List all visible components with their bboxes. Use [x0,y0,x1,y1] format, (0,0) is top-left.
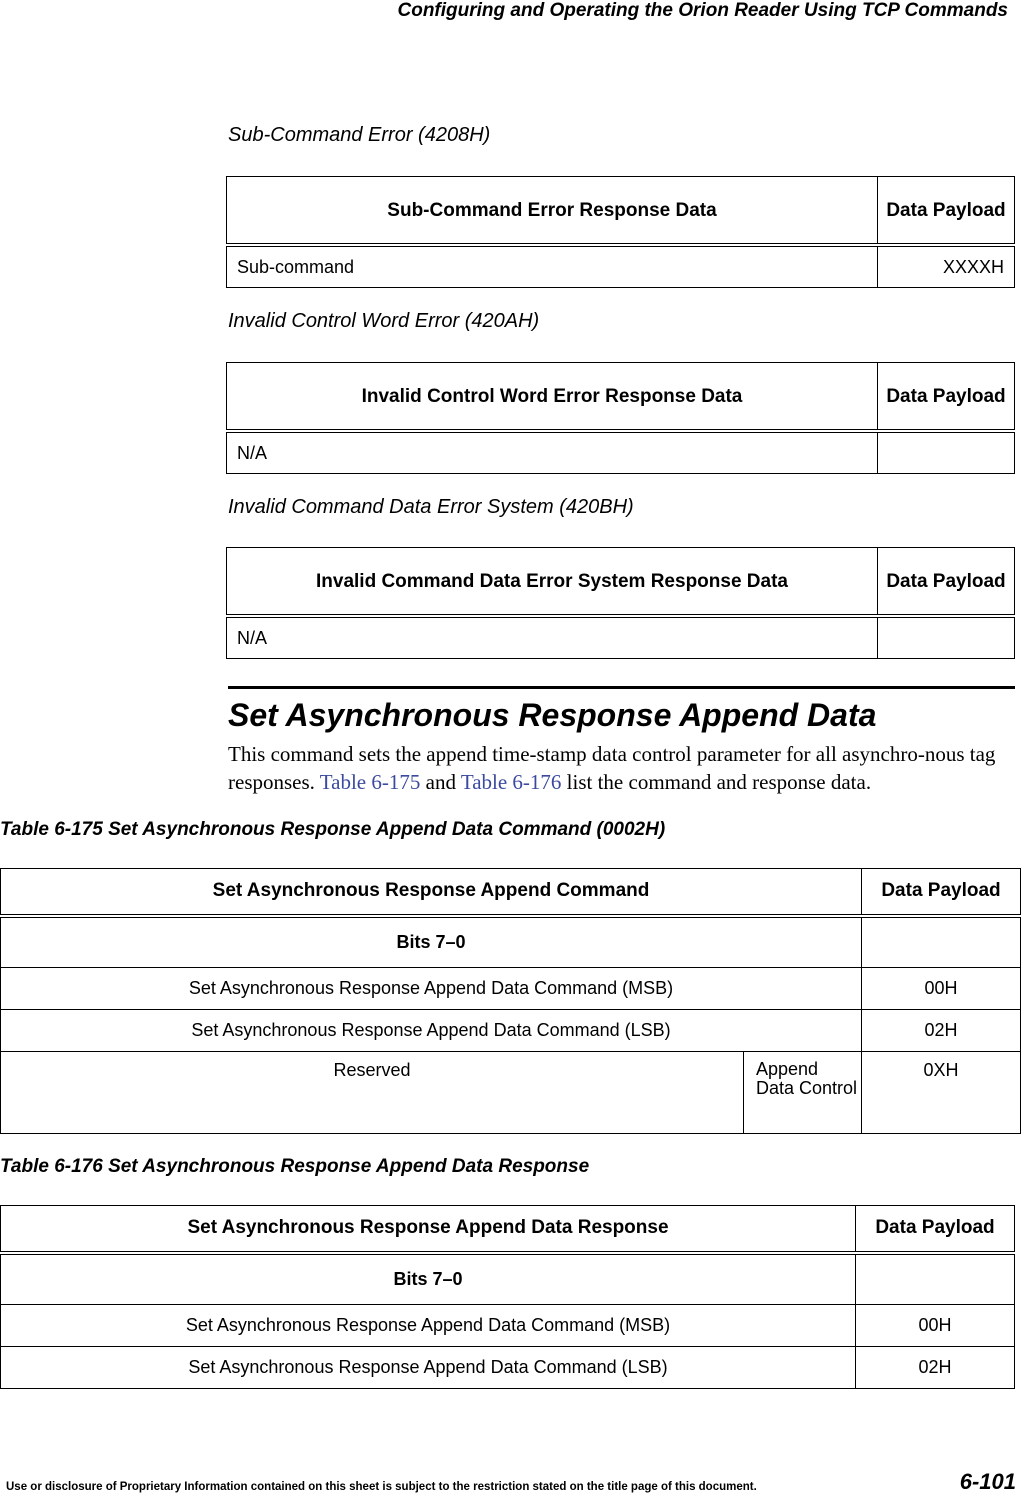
table-row [227,245,1015,288]
table-176-link[interactable]: Table 6-176 [460,770,562,794]
page-number: 6-101 [959,1469,1016,1494]
table-cell: Sub-command [227,245,878,288]
table-cell: XXXXH [878,245,1015,288]
table-row [1,1052,1021,1134]
table-header-cell: Invalid Command Data Error System Response Data [227,548,878,617]
table-175-caption: Table 6-175 Set Asynchronous Response Append Data Command (0002H) [0,819,666,840]
table-cell: 02H [862,1010,1021,1052]
table-cell: 00H [856,1305,1015,1347]
table-cell: Append Data Control [744,1052,862,1134]
table-cell: Set Asynchronous Response Append Data Command (MSB) [1,1305,856,1347]
table-header-cell: Invalid Control Word Error Response Data [227,363,878,432]
page-header-title: Configuring and Operating the Orion Reader Using TCP Commands [397,0,1008,21]
table-header-cell: Set Asynchronous Response Append Command [1,869,862,916]
invalid-control-word-error-heading: Invalid Control Word Error (420AH) [228,310,540,332]
table-row [1,916,1021,968]
table-cell [878,616,1015,659]
invalid-command-data-error-table [226,547,1015,659]
table-cell: Set Asynchronous Response Append Data Command (MSB) [1,968,862,1010]
table-row [1,1347,1015,1389]
body-text-part: This command sets the append time-stamp data control parameter for all asynchro-nous tag responses. [228,742,996,794]
section-rule [228,686,1015,689]
table-cell [878,431,1015,474]
table-cell: N/A [227,616,878,659]
body-text-part: list the command and response data. [561,770,872,794]
table-header-cell: Data Payload [862,869,1021,916]
table-cell: 0XH [862,1052,1021,1134]
table-header-cell: Data Payload [878,363,1015,432]
bits-label: Bits 7–0 [1,916,862,968]
table-row [1,1010,1021,1052]
table-cell [856,1253,1015,1305]
table-row [227,616,1015,659]
table-175 [0,868,1021,1134]
invalid-control-word-error-table [226,362,1015,474]
table-cell: Set Asynchronous Response Append Data Command (LSB) [1,1347,856,1389]
bits-label: Bits 7–0 [1,1253,856,1305]
footer-proprietary-note: Use or disclosure of Proprietary Information contained on this sheet is subject to the restriction stated on the title page of this document. [6,1481,757,1493]
table-header-cell: Data Payload [878,548,1015,617]
table-row [1,1305,1015,1347]
table-cell: Reserved [1,1052,744,1134]
table-header-cell: Data Payload [878,177,1015,246]
table-cell: Set Asynchronous Response Append Data Command (LSB) [1,1010,862,1052]
table-176 [0,1205,1015,1389]
table-row [1,968,1021,1010]
table-cell: 02H [856,1347,1015,1389]
section-title: Set Asynchronous Response Append Data [228,697,877,733]
table-row [1,1253,1015,1305]
sub-command-error-table [226,176,1015,288]
table-header-cell: Set Asynchronous Response Append Data Response [1,1206,856,1253]
table-cell: 00H [862,968,1021,1010]
table-cell [862,916,1021,968]
table-175-link[interactable]: Table 6-175 [319,770,421,794]
table-header-cell: Data Payload [856,1206,1015,1253]
table-176-caption: Table 6-176 Set Asynchronous Response Append Data Response [0,1156,590,1177]
sub-command-error-heading: Sub-Command Error (4208H) [228,124,491,146]
body-text-part: and [420,770,461,794]
invalid-command-data-error-heading: Invalid Command Data Error System (420BH) [228,496,634,518]
section-body-text [228,740,1018,796]
table-cell: N/A [227,431,878,474]
table-header-cell: Sub-Command Error Response Data [227,177,878,246]
table-row [227,431,1015,474]
